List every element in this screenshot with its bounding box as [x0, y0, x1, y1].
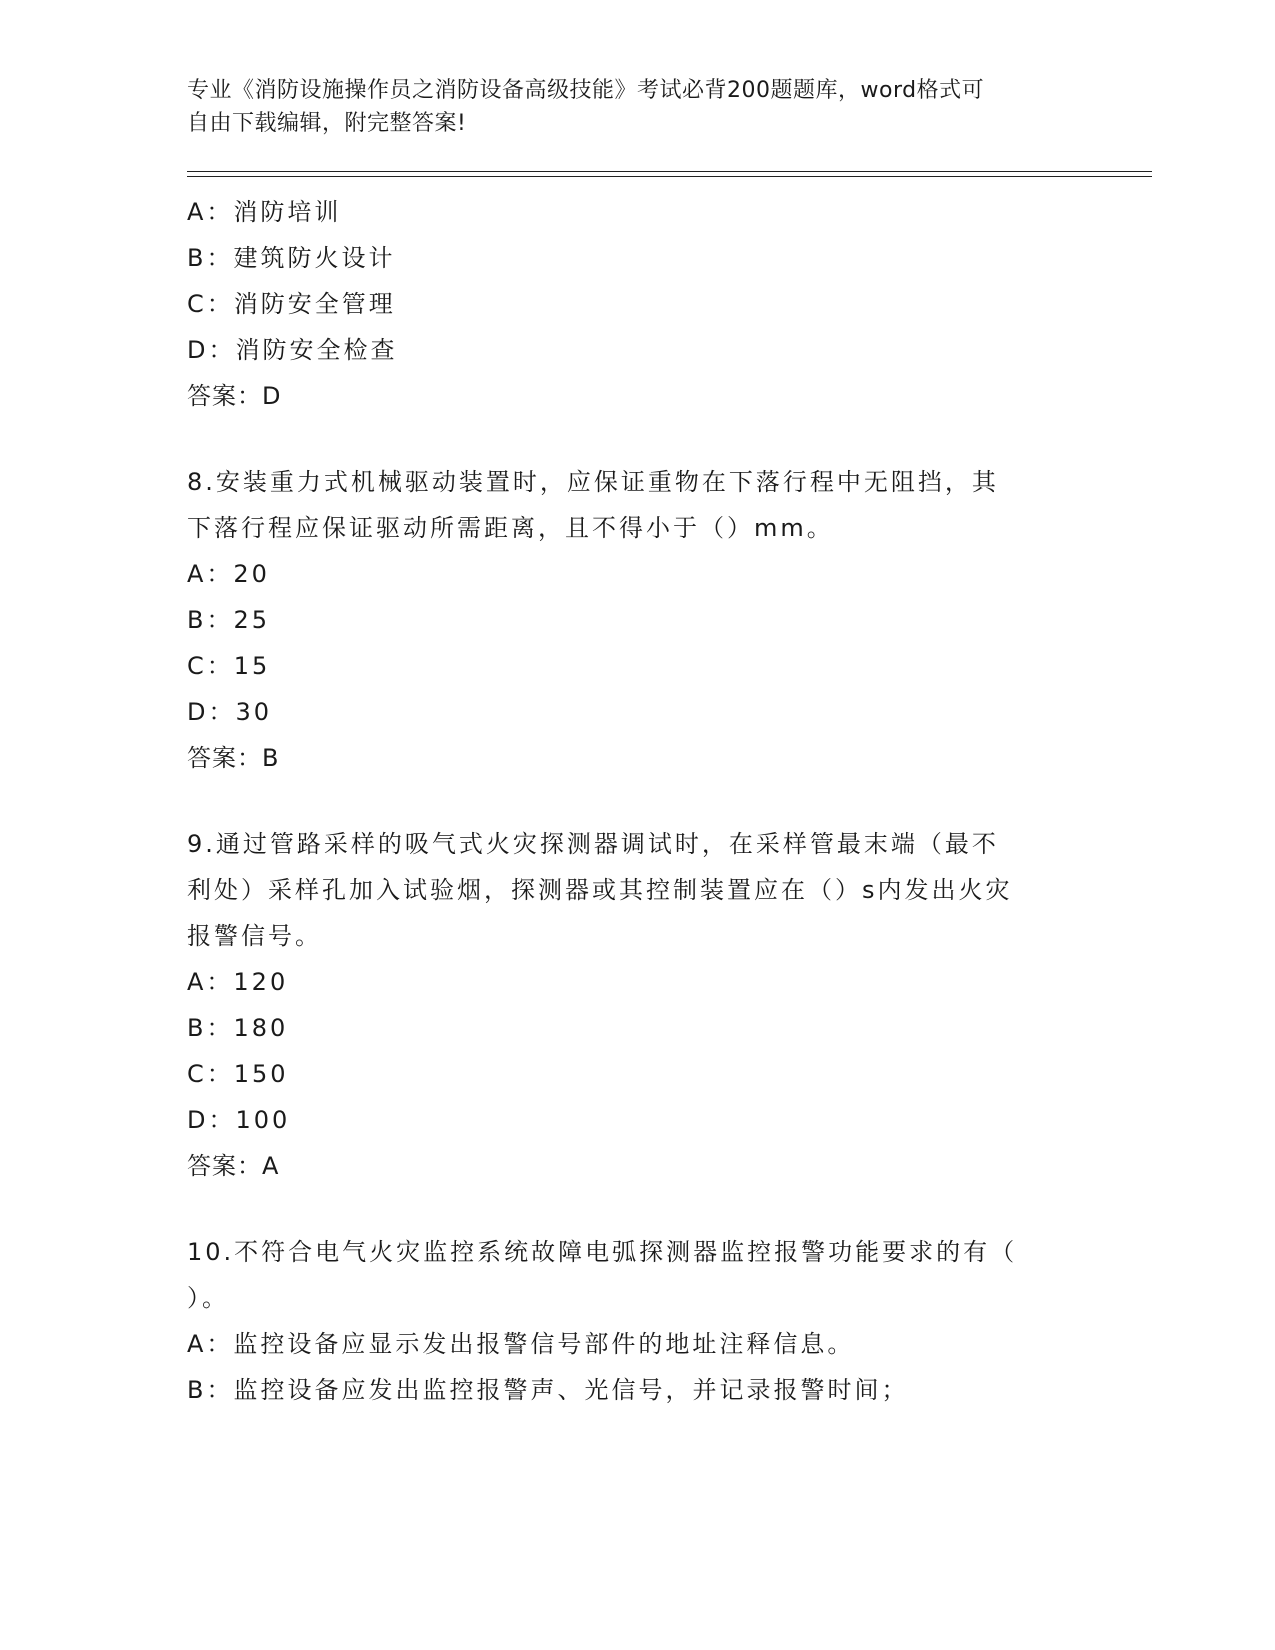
question-text-line: 10.不符合电气火灾监控系统故障电弧探测器监控报警功能要求的有（: [187, 1238, 1018, 1266]
option-c: C：消防安全管理: [187, 290, 396, 318]
spacer: [187, 1189, 1087, 1229]
option-c: C：15: [187, 652, 271, 680]
document-header: [187, 74, 1067, 140]
question-text-line: ）。: [187, 1284, 229, 1312]
answer-line: 答案：D: [187, 382, 282, 410]
header-line-2: 自由下载编辑，附完整答案!: [187, 111, 467, 136]
question-text-line: 利处）采样孔加入试验烟，探测器或其控制装置应在（）s内发出火灾: [187, 876, 1013, 904]
question-text-line: 下落行程应保证驱动所需距离，且不得小于（）mm。: [187, 514, 834, 542]
option-c: C：150: [187, 1060, 289, 1088]
question-text-line: 9.通过管路采样的吸气式火灾探测器调试时，在采样管最末端（最不: [187, 830, 999, 858]
header-rule-top: [187, 171, 1152, 172]
option-b: B：25: [187, 606, 271, 634]
option-b: B：建筑防火设计: [187, 244, 396, 272]
option-a: A：20: [187, 560, 270, 588]
option-a: A：监控设备应显示发出报警信号部件的地址注释信息。: [187, 1330, 855, 1358]
option-a: A：消防培训: [187, 198, 342, 226]
option-a: A：120: [187, 968, 289, 996]
option-d: D：100: [187, 1106, 291, 1134]
question-7: [187, 189, 1087, 419]
header-rule-bottom: [187, 176, 1152, 177]
question-text-line: 报警信号。: [187, 922, 322, 950]
answer-line: 答案：A: [187, 1152, 280, 1180]
header-line-1: 专业《消防设施操作员之消防设备高级技能》考试必背200题题库，word格式可: [187, 78, 985, 103]
question-9: [187, 821, 1087, 1189]
spacer: [187, 781, 1087, 821]
option-b: B：180: [187, 1014, 289, 1042]
option-d: D：30: [187, 698, 273, 726]
question-10: [187, 1229, 1087, 1413]
question-text-line: 8.安装重力式机械驱动装置时，应保证重物在下落行程中无阻挡，其: [187, 468, 999, 496]
answer-line: 答案：B: [187, 744, 280, 772]
question-8: [187, 459, 1087, 781]
option-b: B：监控设备应发出监控报警声、光信号，并记录报警时间；: [187, 1376, 909, 1404]
option-d: D：消防安全检查: [187, 336, 398, 364]
question-list: [187, 189, 1087, 1413]
spacer: [187, 419, 1087, 459]
